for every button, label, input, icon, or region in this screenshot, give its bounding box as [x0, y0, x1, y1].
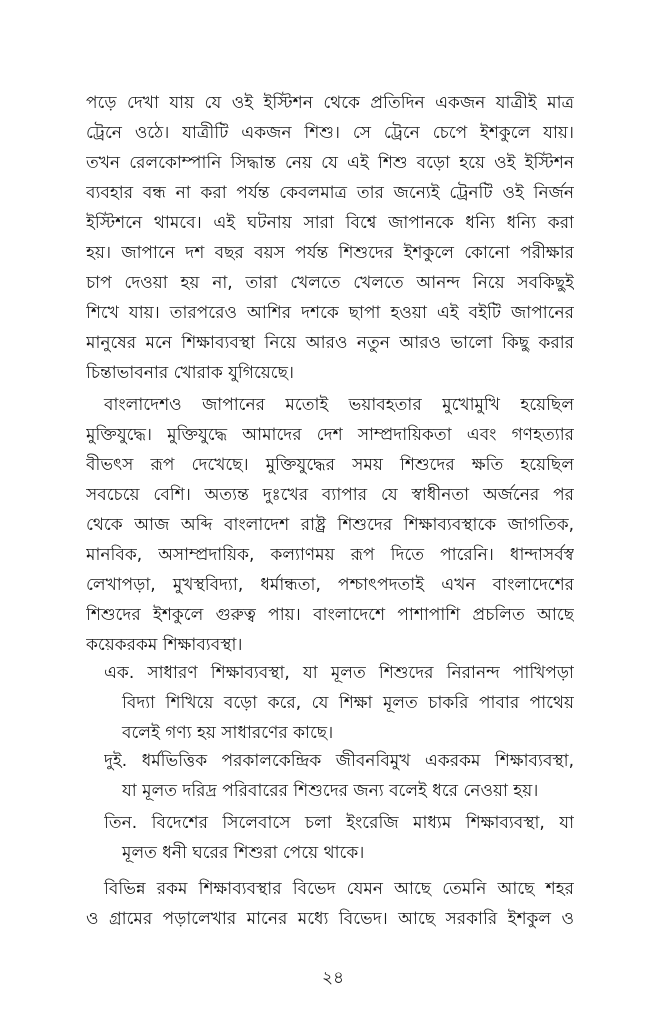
text-line: লেখাপড়া, মুখস্থবিদ্যা, ধর্মান্ধতা, পশ্চাৎপদতাই এখন বাংলাদেশের: [86, 575, 574, 595]
list-item-two: [104, 746, 574, 806]
text-line: এক. সাধারণ শিক্ষাব্যবস্থা, যা মূলত শিশুদের নিরানন্দ পাখিপড়া: [104, 663, 574, 683]
text-line: তিন. বিদেশের সিলেবাসে চলা ইংরেজি মাধ্যম শিক্ষাব্যবস্থা, যা: [104, 813, 574, 833]
text-line: সবচেয়ে বেশি। অত্যন্ত দুঃখের ব্যাপার যে স্বাধীনতা অর্জনের পর: [86, 485, 574, 505]
text-line: ট্রেনে ওঠে। যাত্রীটি একজন শিশু। সে ট্রেনে চেপে ইশকুলে যায়।: [86, 123, 574, 143]
text-line: বলেই গণ্য হয় সাধারণের কাছে।: [122, 723, 334, 743]
paragraph-bangladesh: [86, 390, 574, 660]
text-line: চিন্তাভাবনার খোরাক যুগিয়েছে।: [86, 363, 294, 383]
paragraph-japan: [86, 88, 574, 388]
text-line: বাংলাদেশও জাপানের মতোই ভয়াবহতার মুখোমুখি হয়েছিল: [104, 395, 574, 415]
text-line: মুক্তিযুদ্ধে। মুক্তিযুদ্ধে আমাদের দেশ সাম্প্রদায়িকতা এবং গণহত্যার: [86, 425, 574, 445]
text-line: ও গ্রামের পড়ালেখার মানের মধ্যে বিভেদ। আছে সরকারি ইশকুল ও: [86, 909, 574, 929]
text-line: মানুষের মনে শিক্ষাব্যবস্থা নিয়ে আরও নতুন আরও ভালো কিছু করার: [86, 333, 574, 353]
text-line: পড়ে দেখা যায় যে ওই ইস্টিশন থেকে প্রতিদিন একজন যাত্রীই মাত্র: [86, 93, 574, 113]
text-line: থেকে আজ অব্দি বাংলাদেশ রাষ্ট্র শিশুদের শিক্ষাব্যবস্থাকে জাগতিক,: [86, 515, 574, 535]
text-line: ইস্টিশনে থামবে। এই ঘটনায় সারা বিশ্বে জাপানকে ধন্যি ধন্যি করা: [86, 213, 574, 233]
page-number: ২৪: [321, 968, 345, 988]
list-item-one: [104, 658, 574, 748]
text-line: শিশুদের ইশকুলে গুরুত্ব পায়। বাংলাদেশে পাশাপাশি প্রচলিত আছে: [86, 605, 574, 625]
text-line: যা মূলত দরিদ্র পরিবারের শিশুদের জন্য বলেই ধরে নেওয়া হয়।: [122, 781, 539, 801]
text-line: দুই. ধর্মভিত্তিক পরকালকেন্দ্রিক জীবনবিমুখ একরকম শিক্ষাব্যবস্থা,: [104, 751, 574, 771]
text-line: চাপ দেওয়া হয় না, তারা খেলতে খেলতে আনন্দ নিয়ে সবকিছুই: [86, 273, 574, 293]
text-line: মানবিক, অসাম্প্রদায়িক, কল্যাণময় রূপ দিতে পারেনি। ধান্দাসর্বস্ব: [86, 545, 574, 565]
text-line: বিভিন্ন রকম শিক্ষাব্যবস্থার বিভেদ যেমন আছে তেমনি আছে শহর: [104, 879, 574, 899]
list-item-three: [104, 808, 574, 868]
text-line: মূলত ধনী ঘরের শিশুরা পেয়ে থাকে।: [122, 843, 365, 863]
text-line: বীভৎস রূপ দেখেছে। মুক্তিযুদ্ধের সময় শিশুদের ক্ষতি হয়েছিল: [86, 455, 574, 475]
text-line: শিখে যায়। তারপরেও আশির দশকে ছাপা হওয়া এই বইটি জাপানের: [86, 303, 574, 323]
text-line: তখন রেলকোম্পানি সিদ্ধান্ত নেয় যে এই শিশু বড়ো হয়ে ওই ইস্টিশন: [86, 153, 574, 173]
text-line: হয়। জাপানে দশ বছর বয়স পর্যন্ত শিশুদের ইশকুলে কোনো পরীক্ষার: [86, 243, 574, 263]
text-line: কয়েকরকম শিক্ষাব্যবস্থা।: [86, 635, 243, 655]
text-line: বিদ্যা শিখিয়ে বড়ো করে, যে শিক্ষা মূলত চাকরি পাবার পাথেয়: [122, 693, 574, 713]
paragraph-disparity: [86, 874, 574, 934]
text-line: ব্যবহার বন্ধ না করা পর্যন্ত কেবলমাত্র তার জন্যেই ট্রেনটি ওই নির্জন: [86, 183, 574, 203]
